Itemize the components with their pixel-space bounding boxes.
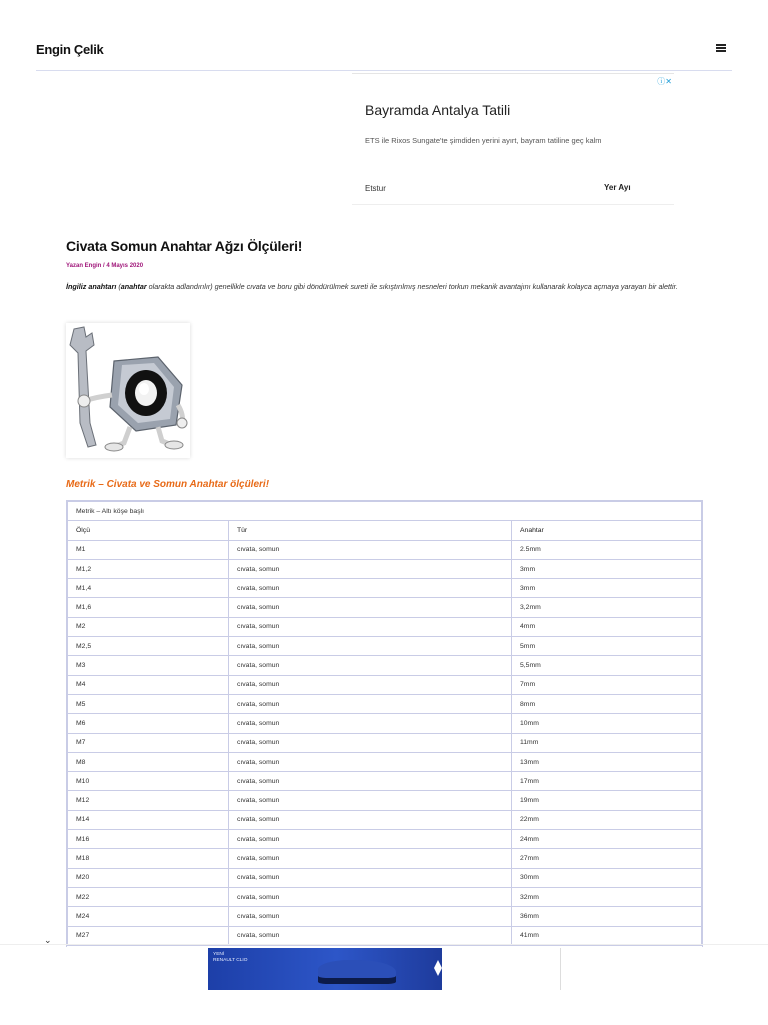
wrench-cell: 30mm [512, 868, 702, 887]
banner-line-1: YENİ [213, 952, 225, 957]
intro-bold-term: İngiliz anahtarı [66, 282, 117, 291]
type-cell: cıvata, somun [229, 926, 512, 945]
table-row [68, 598, 702, 617]
table-row [68, 579, 702, 598]
type-cell: cıvata, somun [229, 559, 512, 578]
table-header-row [68, 521, 702, 540]
wrench-cell: 8mm [512, 694, 702, 713]
column-header: Ölçü [68, 521, 229, 540]
table-row [68, 810, 702, 829]
type-cell: cıvata, somun [229, 907, 512, 926]
type-cell: cıvata, somun [229, 579, 512, 598]
wrench-nut-illustration [66, 323, 190, 458]
size-cell: M20 [68, 868, 229, 887]
table-row [68, 887, 702, 906]
wrench-cell: 22mm [512, 810, 702, 829]
size-cell: M14 [68, 810, 229, 829]
type-cell: cıvata, somun [229, 656, 512, 675]
advertisement[interactable] [352, 73, 674, 205]
table-row [68, 540, 702, 559]
size-cell: M1,6 [68, 598, 229, 617]
table-row [68, 714, 702, 733]
size-cell: M18 [68, 849, 229, 868]
wrench-cell: 41mm [512, 926, 702, 945]
size-cell: M1 [68, 540, 229, 559]
column-header: Anahtar [512, 521, 702, 540]
ad-brand: Etstur [365, 184, 386, 193]
type-cell: cıvata, somun [229, 830, 512, 849]
type-cell: cıvata, somun [229, 772, 512, 791]
wrench-cell: 10mm [512, 714, 702, 733]
wrench-cell: 3mm [512, 559, 702, 578]
wrench-cell: 3mm [512, 579, 702, 598]
type-cell: cıvata, somun [229, 540, 512, 559]
size-cell: M24 [68, 907, 229, 926]
banner-line-2: RENAULT CLIO [213, 958, 248, 963]
table-row [68, 791, 702, 810]
size-cell: M5 [68, 694, 229, 713]
ad-description: ETS ile Rixos Sungate'te şimdiden yerini ayırt, bayram tatiline geç kalm [365, 136, 602, 145]
wrench-cell: 3,2mm [512, 598, 702, 617]
type-cell: cıvata, somun [229, 694, 512, 713]
size-cell: M6 [68, 714, 229, 733]
table-row [68, 617, 702, 636]
table-row [68, 637, 702, 656]
wrench-cell: 36mm [512, 907, 702, 926]
intro-paren: ( [116, 282, 121, 291]
post-meta[interactable]: Yazan Engin / 4 Mayıs 2020 [66, 263, 144, 269]
type-cell: cıvata, somun [229, 868, 512, 887]
table-row [68, 849, 702, 868]
intro-bold-term-2: anahtar [120, 282, 147, 291]
size-cell: M4 [68, 675, 229, 694]
wrench-cell: 32mm [512, 887, 702, 906]
post-intro [66, 280, 706, 293]
size-cell: M16 [68, 830, 229, 849]
table-row [68, 559, 702, 578]
renault-logo-icon [434, 960, 442, 976]
wrench-cell: 17mm [512, 772, 702, 791]
car-image [318, 960, 396, 984]
size-cell: M10 [68, 772, 229, 791]
ad-cta-button[interactable]: Yer Ayı [604, 183, 631, 192]
size-cell: M8 [68, 752, 229, 771]
wrench-cell: 27mm [512, 849, 702, 868]
type-cell: cıvata, somun [229, 849, 512, 868]
table-row [68, 694, 702, 713]
column-header: Tür [229, 521, 512, 540]
type-cell: cıvata, somun [229, 617, 512, 636]
hamburger-icon[interactable] [716, 44, 726, 52]
size-cell: M22 [68, 887, 229, 906]
size-cell: M1,4 [68, 579, 229, 598]
size-cell: M12 [68, 791, 229, 810]
type-cell: cıvata, somun [229, 714, 512, 733]
intro-text: olarakta adlandırılır) genellikle cıvata ve boru gibi döndürülmek sureti ile sıkıştırılmış nesneleri torkun mekanik avantajını kullanarak kolayca açmaya yarayan bir alettir. [146, 282, 678, 291]
type-cell: cıvata, somun [229, 887, 512, 906]
wrench-cell: 2.5mm [512, 540, 702, 559]
wrench-cell: 4mm [512, 617, 702, 636]
banner-text [213, 952, 247, 964]
size-cell: M7 [68, 733, 229, 752]
type-cell: cıvata, somun [229, 791, 512, 810]
table-row [68, 675, 702, 694]
table-row [68, 733, 702, 752]
table-row [68, 772, 702, 791]
type-cell: cıvata, somun [229, 752, 512, 771]
wrench-cell: 24mm [512, 830, 702, 849]
type-cell: cıvata, somun [229, 675, 512, 694]
wrench-cell: 7mm [512, 675, 702, 694]
table-row [68, 926, 702, 945]
size-cell: M3 [68, 656, 229, 675]
type-cell: cıvata, somun [229, 598, 512, 617]
table-row [68, 752, 702, 771]
section-heading: Metrik – Civata ve Somun Anahtar ölçüleri! [66, 479, 270, 490]
wrench-cell: 5,5mm [512, 656, 702, 675]
site-header [36, 38, 732, 71]
table-row [68, 656, 702, 675]
wrench-cell: 11mm [512, 733, 702, 752]
size-cell: M1,2 [68, 559, 229, 578]
divider [560, 948, 561, 990]
ad-title[interactable]: Bayramda Antalya Tatili [365, 102, 511, 118]
table-row [68, 868, 702, 887]
type-cell: cıvata, somun [229, 810, 512, 829]
size-cell: M2,5 [68, 637, 229, 656]
size-table [66, 500, 703, 947]
wrench-cell: 5mm [512, 637, 702, 656]
table-row [68, 830, 702, 849]
ad-info-icon[interactable]: ⓘ✕ [657, 77, 672, 86]
size-cell: M2 [68, 617, 229, 636]
type-cell: cıvata, somun [229, 637, 512, 656]
page-title: Civata Somun Anahtar Ağzı Ölçüleri! [66, 238, 303, 254]
bottom-banner-ad[interactable] [208, 948, 442, 990]
table-caption-row [68, 502, 702, 521]
type-cell: cıvata, somun [229, 733, 512, 752]
wrench-cell: 19mm [512, 791, 702, 810]
chevron-down-icon[interactable]: ⌄ [44, 935, 52, 945]
table-row [68, 907, 702, 926]
wrench-cell: 13mm [512, 752, 702, 771]
size-cell: M27 [68, 926, 229, 945]
site-title[interactable]: Engin Çelik [36, 42, 104, 57]
table-caption: Metrik – Altı köşe başlı [68, 502, 702, 521]
